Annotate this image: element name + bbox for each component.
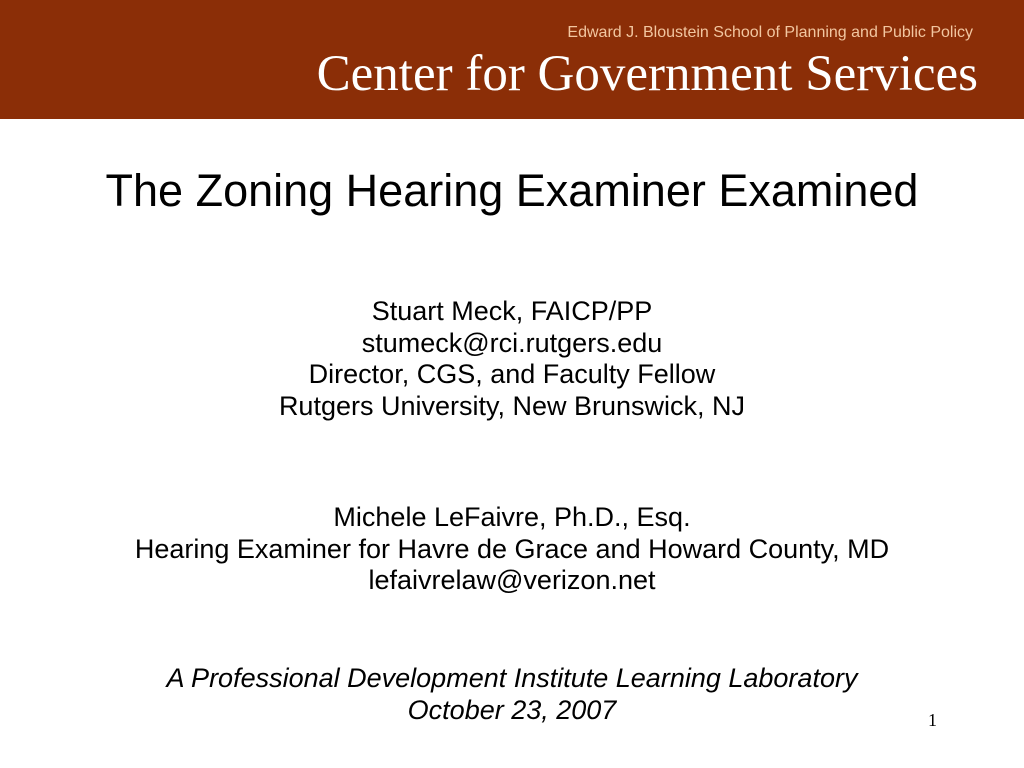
presenter-2-role: Hearing Examiner for Havre de Grace and Howard County, MD <box>134 533 890 564</box>
header-banner <box>0 0 1024 119</box>
slide-title: The Zoning Hearing Examiner Examined <box>105 165 919 216</box>
school-name: Edward J. Bloustein School of Planning and Public Policy <box>567 24 973 41</box>
presenter-1-role: Director, CGS, and Faculty Fellow <box>308 359 716 389</box>
presenter-2-name: Michele LeFaivre, Ph.D., Esq. <box>333 502 691 532</box>
presenter-1-name: Stuart Meck, FAICP/PP <box>371 296 653 326</box>
presenter-2-email: lefaivrelaw@verizon.net <box>368 565 656 595</box>
presenter-2 <box>0 502 1024 597</box>
event-info <box>0 663 1024 726</box>
presenter-1-email: stumeck@rci.rutgers.edu <box>361 327 663 358</box>
page-number: 1 <box>928 710 937 730</box>
presenter-1 <box>0 296 1024 422</box>
event-name: A Professional Development Institute Learning Laboratory <box>166 663 858 693</box>
event-date: October 23, 2007 <box>407 694 617 725</box>
center-name: Center for Government Services <box>316 46 978 102</box>
presenter-1-affiliation: Rutgers University, New Brunswick, NJ <box>278 390 746 421</box>
